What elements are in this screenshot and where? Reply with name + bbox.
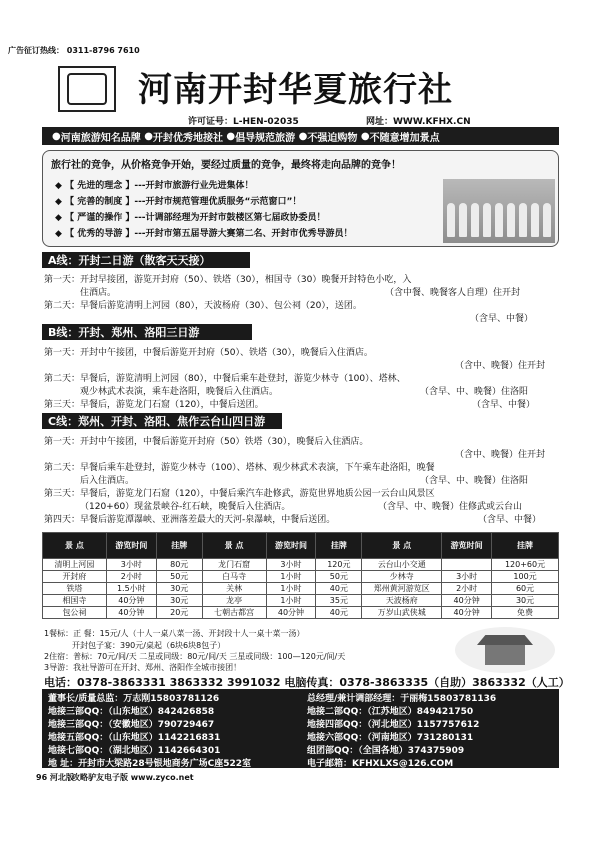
- table-cell: 3小时: [266, 559, 316, 571]
- slogan-item: 不强迫购物: [307, 132, 358, 144]
- table-row: [43, 571, 559, 583]
- slogan-item: ●: [357, 130, 370, 142]
- table-cell: 40元: [316, 583, 362, 595]
- note-line: 开封包子宴：390元/桌起（6块6块8包子）: [72, 641, 226, 650]
- price-table-body: [43, 559, 559, 619]
- table-cell: 相国寺: [43, 595, 107, 607]
- route-c-meal: （含早、中、晚餐）住修武或云台山: [378, 502, 523, 512]
- contact-right: 地接二部QQ：（江苏地区）849421750: [307, 707, 474, 717]
- table-cell: 50元: [316, 571, 362, 583]
- route-a-meal: （含中餐、晚餐客人自理）住开封: [385, 288, 521, 298]
- route-c-meal: （含早、中、晚餐）住洛阳: [420, 476, 529, 486]
- route-b-line: 观少林武术表演，乘车赴洛阳，晚餐后入住酒店。: [80, 387, 279, 397]
- ad-hotline: 广告征订热线： 0311-8796 7610: [8, 46, 140, 55]
- company-logo: [58, 66, 116, 112]
- table-cell: 3小时: [442, 571, 492, 583]
- contact-right: 组团部QQ：（全国各地）374375909: [307, 746, 465, 756]
- route-c-meal: （含早、中餐）: [478, 515, 542, 525]
- route-b-heading: B线：开封、郑州、洛阳三日游: [42, 324, 252, 340]
- pagoda-image: [455, 627, 555, 673]
- table-cell: 免费: [492, 607, 559, 619]
- table-row: [43, 559, 559, 571]
- slogan-item: ●: [222, 130, 236, 142]
- slogan-bar: [42, 127, 559, 145]
- table-cell: 30元: [156, 595, 202, 607]
- table-row: [43, 583, 559, 595]
- table-cell: 40分钟: [106, 607, 156, 619]
- table-cell: 天波杨府: [362, 595, 442, 607]
- table-cell: 1.5小时: [106, 583, 156, 595]
- route-c-line: 第三天：早餐后，游览龙门石窟（120），中餐后乘汽车赴修武，游览世界地质公园一云台山风景区: [44, 489, 435, 499]
- contact-left: 地接七部QQ：（湖北地区）1142664301: [48, 746, 221, 756]
- website-link[interactable]: 网址：WWW.KFHX.CN: [366, 117, 471, 127]
- intro-box: [42, 150, 559, 247]
- route-a-line: 住酒店。: [80, 288, 117, 298]
- route-c-line: 第一天：开封中午接团，中餐后游览开封府（50）铁塔（30），晚餐后入住酒店。: [44, 437, 369, 447]
- slogan-item: 开封优秀地接社: [152, 132, 223, 144]
- table-row: [43, 595, 559, 607]
- slogan-item: ●: [140, 130, 153, 142]
- column-header: 游览时间: [106, 533, 156, 559]
- column-header: 景 点: [202, 533, 266, 559]
- table-cell: 1小时: [266, 571, 316, 583]
- route-b-line: 第一天：开封中午接团，中餐后游览开封府（50）、铁塔（30），晚餐后入住酒店。: [44, 348, 373, 358]
- slogan-item: ●: [295, 130, 308, 142]
- intro-item: ◆ 【 优秀的导游 】---开封市第五届导游大赛第二名、开封市优秀导游员！: [55, 229, 353, 239]
- table-cell: 35元: [316, 595, 362, 607]
- route-b-line: 第二天：早餐后，游览清明上河园（80），中餐后乘车赴登封，游览少林寺（100）、塔林、: [44, 374, 406, 384]
- column-header: 挂牌: [316, 533, 362, 559]
- column-header: 游览时间: [266, 533, 316, 559]
- table-cell: 50元: [156, 571, 202, 583]
- column-header: 游览时间: [442, 533, 492, 559]
- route-b-meal: （含早、中餐）: [472, 400, 536, 410]
- route-b-meal: （含中、晚餐）住开封: [455, 361, 546, 371]
- column-header: 景 点: [43, 533, 107, 559]
- table-cell: 60元: [492, 583, 559, 595]
- table-cell: 40元: [316, 607, 362, 619]
- logo-seal-icon: [67, 73, 107, 105]
- intro-item: ◆ 【 先进的理念 】---开封市旅游行业先进集体！: [55, 181, 254, 191]
- table-cell: 龙门石窟: [202, 559, 266, 571]
- table-cell: 80元: [156, 559, 202, 571]
- slogan-item: 河南旅游知名品牌: [60, 132, 141, 144]
- intro-item: ◆ 【 严谨的操作 】---计调部经理为开封市鼓楼区第七届政协委员！: [55, 213, 326, 223]
- contact-left: 地接三部QQ：（安徽地区）790729467: [48, 720, 215, 730]
- company-title: 河南开封华夏旅行社: [138, 70, 453, 110]
- license-number: 许可证号：L-HEN-02035: [188, 117, 299, 127]
- table-cell: 1小时: [266, 595, 316, 607]
- table-cell: [442, 559, 492, 571]
- table-cell: 关林: [202, 583, 266, 595]
- contact-left: 董事长/质量总监：万志刚15803781126: [48, 694, 220, 704]
- table-cell: 2小时: [106, 571, 156, 583]
- table-cell: 白马寺: [202, 571, 266, 583]
- table-cell: 30元: [492, 595, 559, 607]
- table-row: [43, 607, 559, 619]
- route-c-heading: C线：郑州、开封、洛阳、焦作云台山四日游: [42, 413, 282, 429]
- note-line: 1餐标：正 餐：15元/人（十人一桌八菜一汤、开封段十人一桌十菜一汤）: [44, 629, 305, 638]
- route-a-heading: A线：开封二日游（散客天天接）: [42, 252, 250, 268]
- page-number: 96 河北版: [36, 773, 74, 782]
- table-cell: 30元: [156, 583, 202, 595]
- phone-numbers: 电话：0378-3863331 3863332 3991032 电脑传真：0378-3863335（自助）3863332（人工）: [44, 676, 570, 689]
- table-cell: 郑州黄河游览区: [362, 583, 442, 595]
- table-cell: 七朝古都宫: [202, 607, 266, 619]
- table-cell: 40分钟: [266, 607, 316, 619]
- table-cell: 云台山小交通: [362, 559, 442, 571]
- slogan-item: 倡导规范旅游: [235, 132, 296, 144]
- slogan-item: ●: [52, 130, 61, 142]
- route-a-line: 第一天：开封早接团，游览开封府（50）、铁塔（30），相国寺（30）晚餐开封特色小吃，入: [44, 275, 412, 285]
- column-header: 景 点: [362, 533, 442, 559]
- table-cell: 2小时: [442, 583, 492, 595]
- route-c-line: 后入住酒店。: [80, 476, 135, 486]
- table-cell: 万岁山武侠城: [362, 607, 442, 619]
- route-a-line: 第二天：早餐后游览清明上河园（80），天波杨府（30）、包公祠（20），送团。: [44, 301, 362, 311]
- footer-site: 攻略驴友电子版 www.zyco.net: [72, 773, 194, 782]
- table-cell: 120元: [316, 559, 362, 571]
- table-cell: 3小时: [106, 559, 156, 571]
- contact-email[interactable]: 电子邮箱：KFHXLXS@126.COM: [307, 759, 454, 769]
- table-cell: 20元: [156, 607, 202, 619]
- contact-address: 地 址：开封市大梁路28号银地商务广场C座522室: [48, 759, 252, 769]
- table-cell: 40分钟: [442, 595, 492, 607]
- contact-left: 地接五部QQ：（山东地区）1142216831: [48, 733, 221, 743]
- intro-headline: 旅行社的竞争，从价格竞争开始，要经过质量的竞争，最终将走向品牌的竞争！: [51, 160, 401, 171]
- table-cell: 100元: [492, 571, 559, 583]
- route-c-meal: （含中、晚餐）住开封: [455, 450, 546, 460]
- price-table: [42, 532, 559, 619]
- table-cell: 40分钟: [442, 607, 492, 619]
- route-c-line: 第四天：早餐后游览潭瀑峡、亚洲落差最大的天河-泉瀑峡，中餐后送团。: [44, 515, 336, 525]
- table-cell: 铁塔: [43, 583, 107, 595]
- table-cell: 龙亭: [202, 595, 266, 607]
- contact-right: 总经理/兼计调部经理：于丽梅15803781136: [307, 694, 497, 704]
- contact-right: 地接六部QQ：（河南地区）731280131: [307, 733, 474, 743]
- staff-photo: [443, 179, 555, 243]
- column-header: 挂牌: [156, 533, 202, 559]
- contact-box: [42, 689, 559, 768]
- table-cell: 包公祠: [43, 607, 107, 619]
- contact-left: 地接三部QQ：（山东地区）842426858: [48, 707, 215, 717]
- column-header: 挂牌: [492, 533, 559, 559]
- table-cell: 40分钟: [106, 595, 156, 607]
- route-c-line: （120+60）现盆景峡谷-红石峡，晚餐后入住酒店。: [80, 502, 291, 512]
- route-c-line: 第二天：早餐后乘车赴登封，游览少林寺（100）、塔林、观少林武术表演，下午乘车赴洛阳，晚餐: [44, 463, 435, 473]
- note-line: 2住宿：普标：70元/间/天 二星或同级：80元/间/天 三星或同级：100—120元/间/天: [44, 652, 346, 661]
- route-a-meal: （含早、中餐）: [470, 314, 534, 324]
- contact-right: 地接四部QQ：（河北地区）1157757612: [307, 720, 480, 730]
- table-cell: 120+60元: [492, 559, 559, 571]
- table-cell: 1小时: [266, 583, 316, 595]
- table-cell: 开封府: [43, 571, 107, 583]
- table-cell: 少林寺: [362, 571, 442, 583]
- slogan-item: 不随意增加景点: [369, 132, 440, 144]
- note-line: 3导游：我社导游可在开封、郑州、洛阳作全城市接团！: [44, 663, 242, 672]
- intro-item: ◆ 【 完善的制度 】---开封市规范管理优质服务“示范窗口”！: [55, 197, 302, 207]
- table-cell: 清明上河园: [43, 559, 107, 571]
- route-b-line: 第三天：早餐后，游览龙门石窟（120），中餐后送团。: [44, 400, 264, 410]
- price-table-header: [43, 533, 559, 559]
- route-b-meal: （含早、中、晚餐）住洛阳: [420, 387, 529, 397]
